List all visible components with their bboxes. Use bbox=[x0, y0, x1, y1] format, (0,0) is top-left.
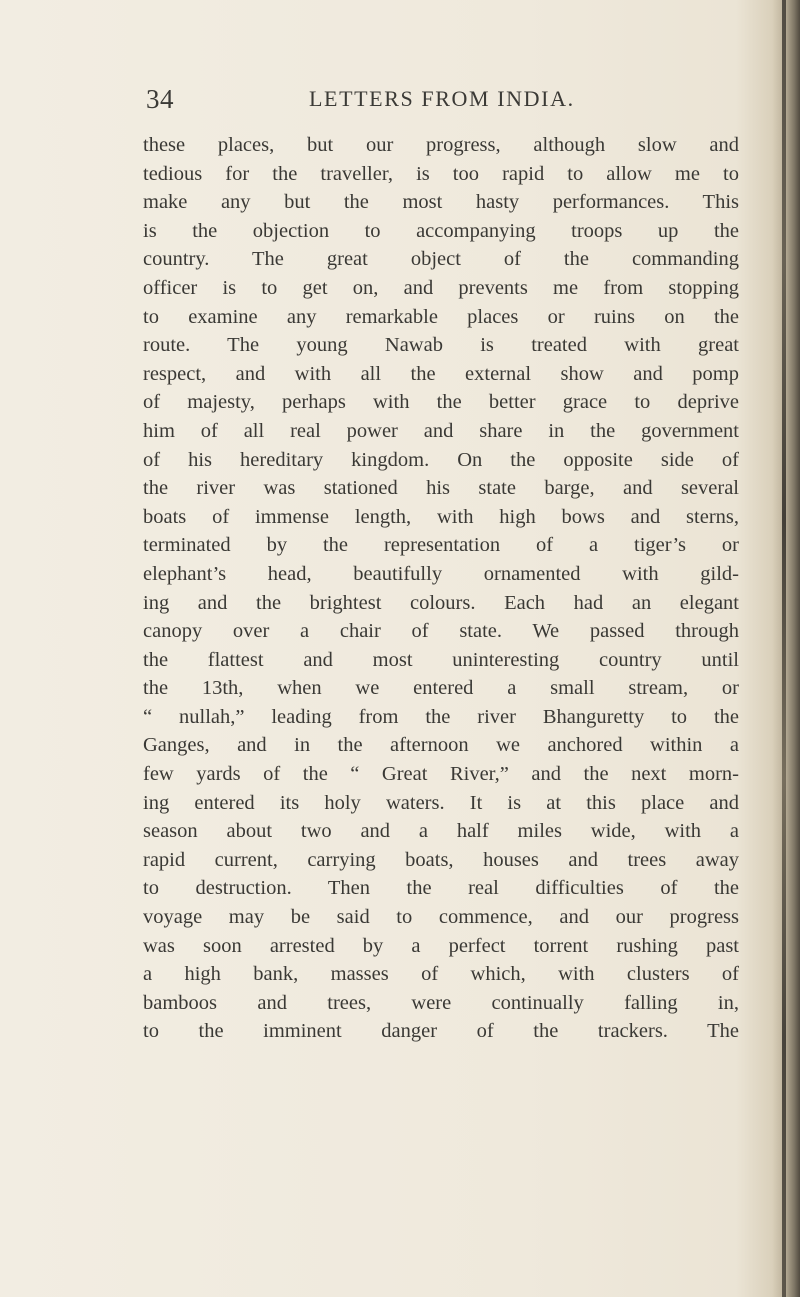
text-line: of majesty, perhaps with the better grace to deprive bbox=[143, 391, 739, 414]
text-line: Ganges, and in the afternoon we anchored within a bbox=[143, 734, 739, 757]
text-line: voyage may be said to commence, and our progress bbox=[143, 906, 739, 929]
text-line: route. The young Nawab is treated with great bbox=[143, 334, 739, 357]
text-line: bamboos and trees, were continually falling in, bbox=[143, 991, 739, 1014]
text-line: respect, and with all the external show and pomp bbox=[143, 362, 739, 385]
text-line: to examine any remarkable places or ruins on the bbox=[143, 305, 739, 328]
text-line: canopy over a chair of state. We passed through bbox=[143, 620, 739, 643]
text-line: the 13th, when we entered a small stream, or bbox=[143, 677, 739, 700]
text-line: ing and the brightest colours. Each had an elegant bbox=[143, 591, 739, 614]
text-line: is the objection to accompanying troops up the bbox=[143, 219, 739, 242]
running-head: LETTERS FROM INDIA. bbox=[309, 86, 575, 111]
text-line: officer is to get on, and prevents me from stopping bbox=[143, 276, 739, 299]
text-line: rapid current, carrying boats, houses and trees away bbox=[143, 848, 739, 871]
text-line: these places, but our progress, although slow and bbox=[143, 134, 739, 156]
text-line: country. The great object of the commanding bbox=[143, 248, 739, 271]
text-line: a high bank, masses of which, with clusters of bbox=[143, 963, 739, 986]
text-line: the river was stationed his state barge, and several bbox=[143, 477, 739, 500]
page-edge-shadow bbox=[772, 0, 800, 1297]
text-line: ing entered its holy waters. It is at this place and bbox=[143, 791, 739, 814]
page-number: 34 bbox=[146, 84, 174, 114]
text-line: to destruction. Then the real difficulties of the bbox=[143, 877, 739, 900]
text-line: him of all real power and share in the government bbox=[143, 419, 739, 442]
text-line: to the imminent danger of the trackers. The bbox=[143, 1020, 739, 1043]
text-line: boats of immense length, with high bows and sterns, bbox=[143, 505, 739, 528]
text-line: “ nullah,” leading from the river Bhanguretty to the bbox=[143, 705, 739, 728]
text-line: terminated by the representation of a tiger’s or bbox=[143, 534, 739, 557]
page-header bbox=[146, 84, 746, 116]
text-line: the flattest and most uninteresting country until bbox=[143, 648, 739, 671]
body-text bbox=[143, 131, 739, 1046]
text-line: season about two and a half miles wide, with a bbox=[143, 820, 739, 843]
text-line: tedious for the traveller, is too rapid to allow me to bbox=[143, 162, 739, 185]
text-line: elephant’s head, beautifully ornamented with gild- bbox=[143, 562, 739, 585]
text-line: of his hereditary kingdom. On the opposite side of bbox=[143, 448, 739, 471]
text-line: make any but the most hasty performances. This bbox=[143, 191, 739, 214]
text-line: few yards of the “ Great River,” and the next morn- bbox=[143, 763, 739, 786]
page-edge bbox=[782, 0, 786, 1297]
text-line: was soon arrested by a perfect torrent rushing past bbox=[143, 934, 739, 957]
